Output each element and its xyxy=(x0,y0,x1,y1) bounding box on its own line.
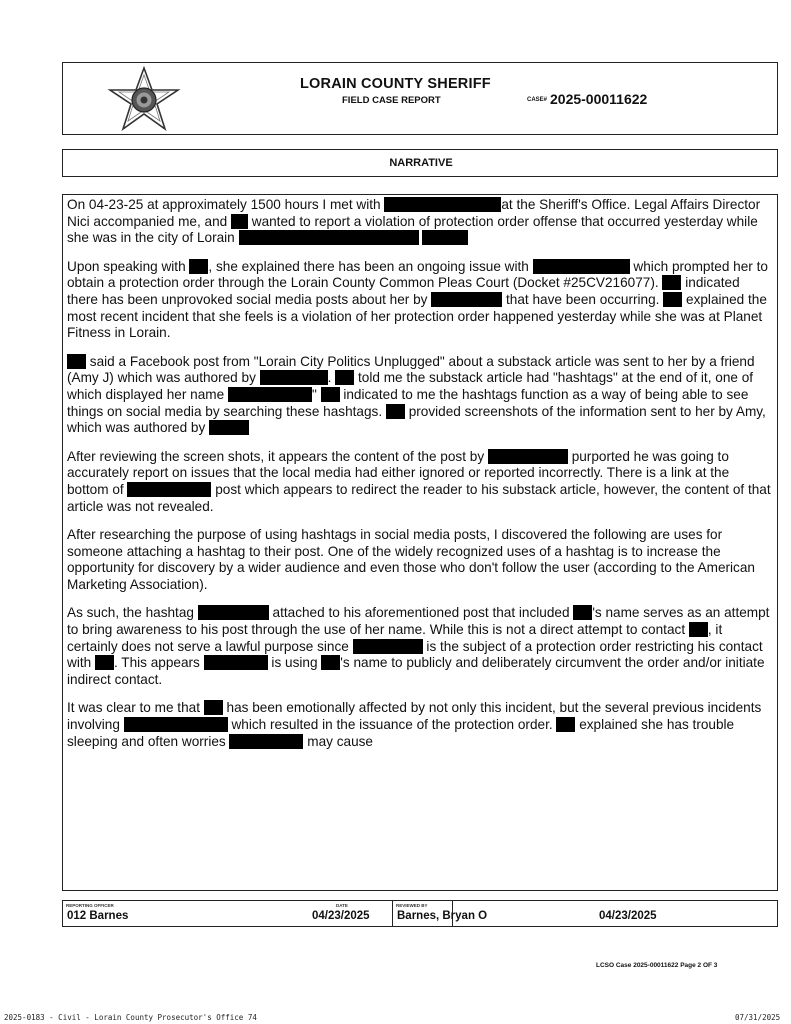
bates-stamp: 2025-0183 - Civil - Lorain County Prosecutor's Office 74 xyxy=(4,1013,257,1022)
redaction xyxy=(198,605,269,620)
redaction xyxy=(689,622,708,637)
case-number: 2025-00011622 xyxy=(550,91,648,107)
redaction xyxy=(662,275,681,290)
redaction xyxy=(67,354,86,369)
paragraph: said a Facebook post from "Lorain City Politics Unplugged" about a substack article was sent to her by a friend (Amy J) which was authored by . told me the substack article had "hashtags" at the end of it, one of which displayed her name " indicated to me the hashtags function as a way of being able to see things on social media by searching these hashtags. provided screenshots of the information sent to her by Amy, which was authored by xyxy=(67,353,766,436)
redaction xyxy=(335,370,354,385)
paragraph: After reviewing the screen shots, it appears the content of the post by purported he was going to accurately report on issues that the local media had either ignored or reported incorrectly. There is a link at the bottom of post which appears to redirect the reader to his substack article, however, the content of that article was not revealed. xyxy=(67,448,771,514)
redaction xyxy=(384,197,501,212)
reviewed-date: 04/23/2025 xyxy=(599,910,657,922)
reviewed-by: Barnes, Bryan O xyxy=(397,910,488,922)
date-label: DATE xyxy=(336,903,348,908)
divider xyxy=(392,901,393,926)
bates-date: 07/31/2025 xyxy=(735,1013,781,1022)
redaction xyxy=(229,734,303,749)
redaction xyxy=(556,717,575,732)
reporting-officer: 012 Barnes xyxy=(67,910,129,922)
redaction xyxy=(422,230,468,245)
paragraph: On 04-23-25 at approximately 1500 hours I met with at the Sheriff's Office. Legal Affairs Director Nici accompanied me, and wanted to report a violation of protection order offense that occurred yesterday while she was in the city of Lorain xyxy=(67,197,761,246)
redaction xyxy=(228,387,312,402)
case-label: CASE# xyxy=(527,97,548,103)
redaction xyxy=(321,387,340,402)
redaction xyxy=(204,700,223,715)
paragraph: As such, the hashtag attached to his aforementioned post that included 's name serves as an attempt to bring awareness to his post through the use of her name. While this is not a direct attempt to contact , it certainly does not serve a lawful purpose since is the subject of a protection order restricting his contact with . This appears is using 's name to publicly and deliberately circumvent the order and/or initiate indirect contact. xyxy=(67,605,770,687)
agency-name: LORAIN COUNTY SHERIFF xyxy=(300,76,491,92)
redaction xyxy=(95,655,114,670)
redaction xyxy=(353,639,423,654)
redaction xyxy=(124,717,228,732)
redaction xyxy=(386,404,405,419)
redaction xyxy=(533,259,630,274)
narrative-body xyxy=(62,194,778,891)
page-info: LCSO Case 2025-00011622 Page 2 OF 3 xyxy=(596,962,718,969)
redaction xyxy=(127,482,211,497)
narrative-header xyxy=(62,149,778,177)
redaction xyxy=(231,214,248,229)
sheriff-star-icon xyxy=(106,66,182,132)
paragraph: It was clear to me that has been emotionally affected by not only this incident, but the several previous incidents involving which resulted in the issuance of the protection order. explained she has trouble sleeping and often worries may cause xyxy=(67,700,762,749)
reviewed-by-label: REVIEWED BY xyxy=(396,903,428,908)
paragraph: Upon speaking with , she explained there has been an ongoing issue with which prompted her to obtain a protection order through the Lorain County Common Pleas Court (Docket #25CV216077). indicated there has been unprovoked social media posts about her by that have been occurring. explained the most recent incident that she feels is a violation of her protection order happened yesterday while she was at Planet Fitness in Lorain. xyxy=(67,258,768,341)
redaction xyxy=(573,605,592,620)
redaction xyxy=(189,259,208,274)
redaction xyxy=(488,449,568,464)
narrative-title: NARRATIVE xyxy=(389,157,453,169)
paragraph: After researching the purpose of using hashtags in social media posts, I discovered the following are uses for someone attaching a hashtag to their post. One of the widely recognized uses of a hashtag is to increase the opportunity for discovery by a wider audience and even those who don't follow the user (according to the American Marketing Association). xyxy=(67,527,755,592)
report-date: 04/23/2025 xyxy=(312,910,370,922)
redaction xyxy=(204,655,268,670)
narrative-text xyxy=(67,197,773,762)
redaction xyxy=(209,420,249,435)
redaction xyxy=(239,230,419,245)
redaction xyxy=(260,370,328,385)
reporting-officer-label: REPORTING OFFICER xyxy=(66,903,114,908)
signature-table xyxy=(62,900,778,927)
redaction xyxy=(321,655,340,670)
redaction xyxy=(663,292,682,307)
form-title: FIELD CASE REPORT xyxy=(342,95,441,106)
redaction xyxy=(431,292,502,307)
